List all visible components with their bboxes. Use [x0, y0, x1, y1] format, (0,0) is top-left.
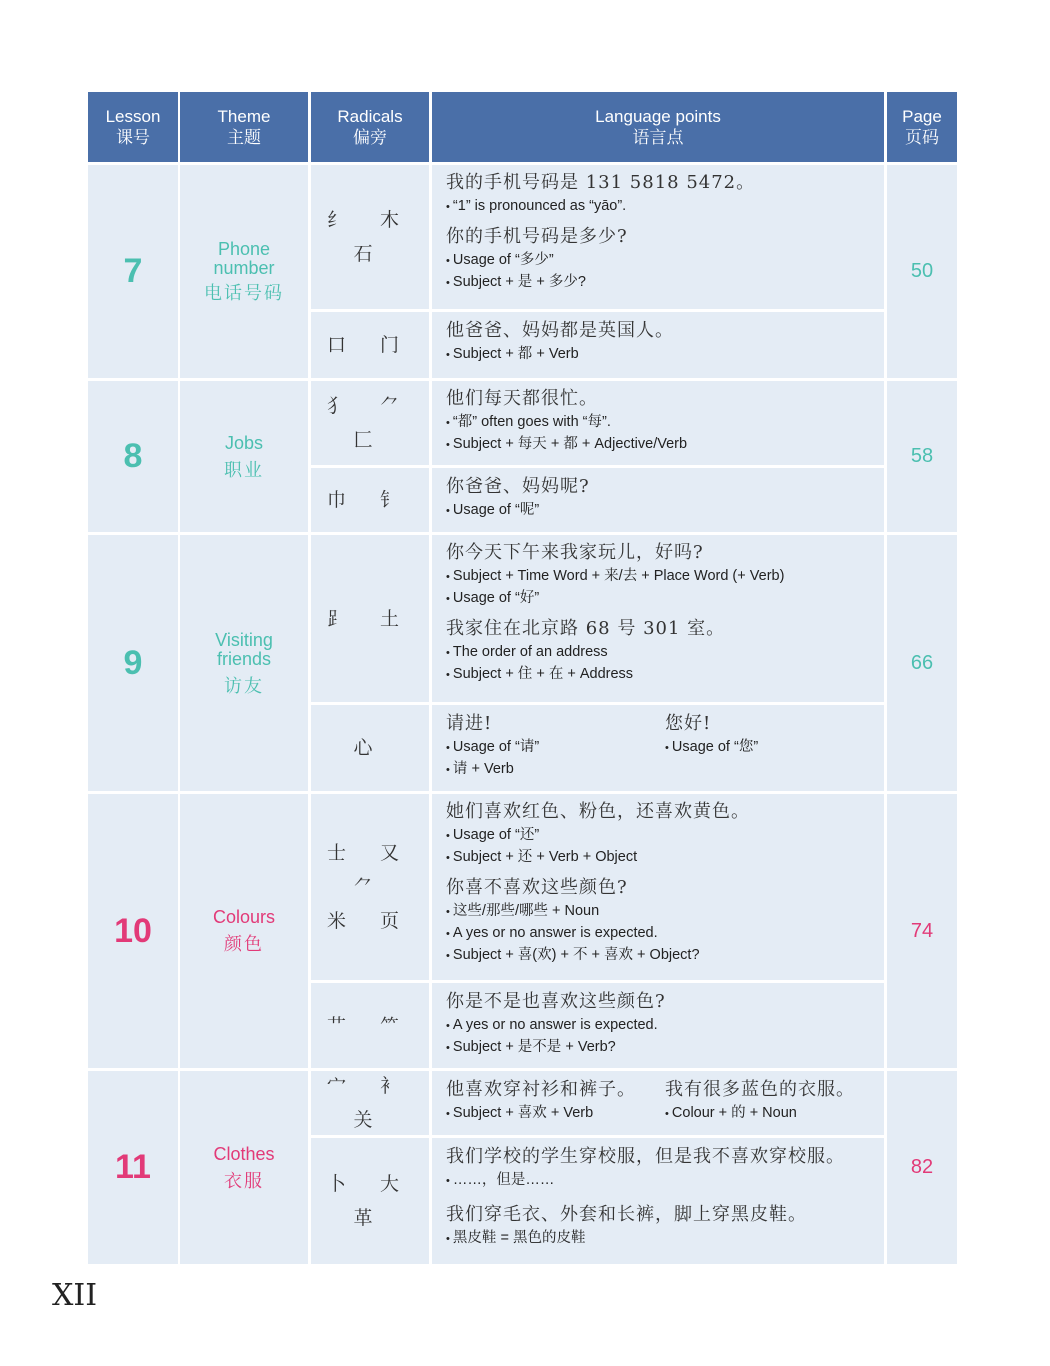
lesson-number: 10	[114, 911, 152, 950]
language-points	[432, 799, 884, 967]
radicals: 巾 钅	[326, 489, 414, 511]
lesson-theme	[180, 165, 308, 378]
theme-en: Jobs	[224, 432, 264, 453]
lesson-theme	[180, 535, 308, 791]
grammar-note: • Usage of “多少”	[446, 250, 884, 272]
header-radicals-en: Radicals	[337, 107, 403, 126]
grammar-note: • Usage of “还”	[446, 825, 884, 847]
grammar-note: • Usage of “呢”	[446, 500, 884, 522]
header-lesson	[88, 92, 178, 162]
grammar-note: • Subject + 每天 + 都 + Adjective/Verb	[446, 434, 884, 456]
example-sentence: 你是不是也喜欢这些颜色?	[446, 991, 666, 1012]
language-points	[432, 540, 884, 686]
lesson-theme	[180, 1071, 308, 1264]
lesson-number: 9	[123, 643, 143, 682]
header-radicals	[311, 92, 429, 162]
grammar-note: • Usage of “好”	[446, 588, 884, 610]
radicals: 心	[353, 737, 387, 759]
language-points	[432, 1077, 884, 1125]
grammar-note: • A yes or no answer is expected.	[446, 1015, 884, 1037]
radicals: 卜 大 革	[326, 1173, 414, 1229]
example-sentence: 我有很多蓝色的衣服。	[665, 1079, 855, 1100]
example-sentence: 你今天下午来我家玩儿，好吗?	[446, 542, 704, 563]
radicals: 口 门	[326, 334, 414, 356]
radicals-line: 米 页	[326, 910, 414, 932]
header-radicals-zh: 偏旁	[353, 128, 387, 147]
header-language-points-en: Language points	[595, 107, 721, 126]
lesson-theme	[180, 381, 308, 532]
radicals: ⻊ 土	[326, 607, 414, 630]
radicals: 艹 ⺮	[326, 1014, 414, 1037]
grammar-note: • 这些/那些/哪些 + Noun	[446, 901, 884, 923]
theme-en: friends	[216, 648, 272, 669]
language-points	[432, 170, 884, 294]
page-number: 66	[910, 651, 934, 674]
grammar-note: • A yes or no answer is expected.	[446, 923, 884, 945]
grammar-note: • Subject + 喜欢 + Verb	[446, 1103, 665, 1125]
grammar-note: • Colour + 的 + Noun	[665, 1103, 884, 1125]
page-number: 50	[910, 260, 934, 282]
language-points	[432, 386, 884, 456]
header-page	[887, 92, 957, 162]
grammar-note: • Usage of “请”	[446, 737, 665, 759]
example-sentence: 他爸爸、妈妈都是英国人。	[446, 320, 674, 341]
theme-zh: 衣服	[224, 1170, 264, 1191]
theme-zh: 颜色	[224, 934, 264, 954]
theme-en: Colours	[212, 907, 276, 927]
grammar-note: • Subject + 喜(欢) + 不 + 喜欢 + Object?	[446, 945, 884, 967]
header-lesson-zh: 课号	[116, 128, 150, 147]
page-number: 82	[910, 1156, 934, 1178]
example-sentence: 我的手机号码是 131 5818 5472。	[446, 172, 756, 193]
language-points	[432, 711, 884, 781]
page-number: 74	[910, 919, 934, 942]
example-sentence: 我们学校的学生穿校服，但是我不喜欢穿校服。	[446, 1146, 845, 1167]
example-sentence: 她们喜欢红色、粉色，还喜欢黄色。	[446, 801, 750, 822]
language-points-left	[446, 711, 665, 781]
theme-en: Clothes	[213, 1143, 275, 1164]
header-language-points-zh: 语言点	[632, 128, 684, 147]
example-sentence: 他喜欢穿衬衫和裤子。	[446, 1079, 636, 1100]
grammar-note: • Subject + 是不是 + Verb?	[446, 1037, 884, 1059]
language-points-right	[665, 711, 884, 781]
header-lesson-en: Lesson	[105, 107, 161, 126]
radicals: 犭 ⺈ 匚	[326, 395, 414, 451]
lesson-theme	[180, 794, 308, 1068]
theme-zh: 访友	[224, 675, 264, 696]
header-language-points	[432, 92, 884, 162]
language-points	[432, 989, 884, 1059]
radicals: 纟 木 石	[326, 209, 414, 265]
grammar-note: • Subject + Time Word + 来/去 + Place Word (+ Verb)	[446, 566, 884, 588]
radicals	[311, 794, 429, 980]
language-points-right	[665, 1077, 884, 1125]
language-points	[432, 318, 884, 366]
theme-en: Phone	[217, 239, 271, 259]
language-points	[432, 1144, 884, 1250]
example-sentence: 你爸爸、妈妈呢?	[446, 476, 590, 497]
theme-en: Visiting	[215, 629, 273, 650]
grammar-note: • Subject + 都 + Verb	[446, 344, 884, 366]
theme-zh: 电话号码	[204, 283, 284, 303]
grammar-note: • Subject + 是 + 多少?	[446, 272, 884, 294]
example-sentence: 请进!	[446, 713, 493, 734]
header-page-zh: 页码	[905, 128, 939, 147]
page-number: 58	[910, 445, 934, 467]
grammar-note: • ……，但是……	[446, 1170, 884, 1192]
grammar-note: • Subject + 还 + Verb + Object	[446, 847, 884, 869]
header-theme-zh: 主题	[227, 128, 261, 147]
lesson-number: 7	[123, 252, 143, 290]
grammar-note: • The order of an address	[446, 642, 884, 664]
lesson-number: 11	[115, 1148, 151, 1186]
header-theme-en: Theme	[217, 107, 271, 126]
example-sentence: 你喜不喜欢这些颜色?	[446, 877, 628, 898]
example-sentence: 我们穿毛衣、外套和长裤，脚上穿黑皮鞋。	[446, 1204, 807, 1225]
grammar-note: • 请 + Verb	[446, 759, 665, 781]
grammar-note: • 黑皮鞋 = 黑色的皮鞋	[446, 1228, 884, 1250]
theme-en: number	[213, 258, 275, 278]
header-theme	[180, 92, 308, 162]
example-sentence: 你的手机号码是多少?	[446, 226, 628, 247]
header-page-en: Page	[902, 107, 942, 126]
radicals: 宀 衤 关	[326, 1075, 414, 1131]
page-folio: XII	[52, 1278, 98, 1313]
example-sentence: 您好!	[665, 713, 712, 734]
grammar-note: • Subject + 住 + 在 + Address	[446, 664, 884, 686]
grammar-note: • “都” often goes with “每”.	[446, 412, 884, 434]
grammar-note: • Usage of “您”	[665, 737, 884, 759]
example-sentence: 他们每天都很忙。	[446, 388, 598, 409]
language-points-left	[446, 1077, 665, 1125]
lesson-number: 8	[123, 437, 143, 475]
theme-zh: 职业	[224, 459, 264, 480]
radicals-line: 士 又 ⺈	[326, 842, 414, 898]
language-points	[432, 474, 884, 522]
example-sentence: 我家住在北京路 68 号 301 室。	[446, 618, 726, 639]
grammar-note: • “1” is pronounced as “yāo”.	[446, 196, 884, 218]
